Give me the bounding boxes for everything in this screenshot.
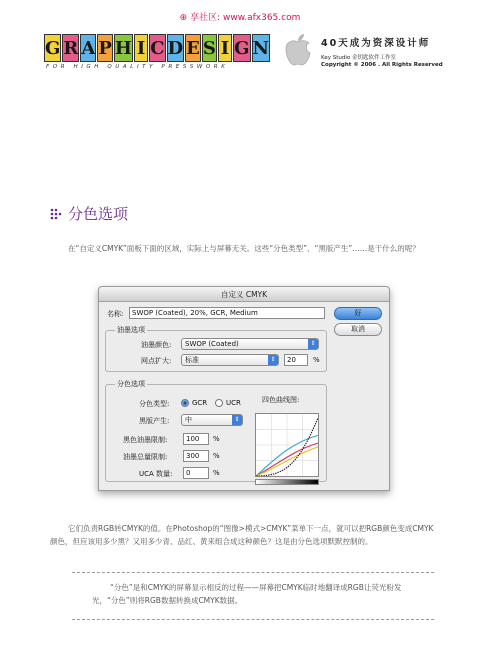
- dots-bullet-icon: [50, 208, 64, 220]
- ucr-label: UCR: [226, 399, 241, 407]
- black-generation-value: 中: [185, 416, 192, 424]
- logo-letter: I: [134, 34, 148, 62]
- intro-paragraph: 在“自定义CMYK”面板下面的区域，实际上与屏幕无关。这些“分色类型”、“黑版产生”……是干什么的呢？: [68, 244, 420, 253]
- brand-studio: Key Studio 金钥匙软件工作室: [321, 55, 396, 61]
- site-name: 享社区:: [190, 13, 221, 23]
- uca-amount-label: UCA 数量:: [139, 470, 173, 478]
- percent-sign: %: [213, 435, 220, 443]
- logo-letter: S: [202, 34, 217, 62]
- brand-title: 40天成为资深设计师: [321, 38, 431, 49]
- black-ink-limit-label: 黑色油墨限制:: [123, 436, 168, 444]
- name-label: 名称:: [107, 310, 124, 318]
- ink-options-label: 油墨选项: [117, 326, 145, 334]
- body-paragraph: 它们负责RGB转CMYK的值。在Photoshop的“图像>模式>CMYK”菜单下一点，就可以把RGB颜色变成CMYK颜色，但应该用多少黑？又用多少青、品红、黄来组合成这种颜色？这是由分色选项默默控制的。: [50, 524, 434, 546]
- select-arrows-icon: ⇕: [268, 355, 278, 365]
- ink-colors-label: 油墨颜色:: [141, 341, 172, 349]
- logo-letter: I: [218, 34, 232, 62]
- name-field[interactable]: SWOP (Coated), 20%, GCR, Medium: [129, 307, 325, 319]
- custom-cmyk-dialog: [98, 286, 390, 491]
- dialog-title: 自定义 CMYK: [99, 287, 389, 302]
- logo-letter: A: [80, 34, 96, 62]
- site-url[interactable]: www.afx365.com: [222, 13, 301, 23]
- cmyk-curves-graph: [255, 413, 319, 477]
- percent-sign: %: [213, 469, 220, 477]
- black-generation-select[interactable]: [181, 414, 243, 426]
- logo-letter: G: [44, 34, 61, 62]
- select-arrows-icon: ⇕: [308, 339, 318, 349]
- note-box: “分色”是和CMYK的屏幕显示相反的过程——屏幕把CMYK临时地翻译成RGB让荧光粉发光，“分色”则将RGB数据转换成CMYK数据。: [72, 572, 434, 620]
- logo-tagline: FOR HIGH QUALITY PRESSWORK: [46, 64, 229, 70]
- gcr-label: GCR: [192, 399, 208, 407]
- site-header-line: [0, 10, 480, 23]
- graphic-design-logo: [44, 34, 270, 62]
- section-title: 分色选项: [68, 205, 129, 223]
- logo-letter: D: [167, 34, 185, 62]
- ink-colors-value: SWOP (Coated): [185, 340, 239, 348]
- ink-colors-select[interactable]: [181, 338, 319, 350]
- cancel-button[interactable]: 取消: [334, 323, 382, 336]
- dot-gain-value: 标准: [185, 356, 199, 364]
- total-ink-limit-label: 油墨总量限制:: [123, 453, 168, 461]
- logo-letter: C: [149, 34, 165, 62]
- curves-graph-label: 四色曲线图:: [262, 396, 300, 404]
- logo-letter: R: [62, 34, 79, 62]
- ucr-radio[interactable]: [215, 399, 223, 407]
- logo-letter: H: [114, 34, 133, 62]
- total-ink-limit-field[interactable]: 300: [183, 450, 209, 462]
- black-generation-label: 黑版产生:: [139, 417, 170, 425]
- gcr-radio[interactable]: [181, 399, 189, 407]
- apple-logo-icon: [283, 33, 313, 67]
- dot-gain-select[interactable]: [181, 354, 279, 366]
- logo-letter: P: [97, 34, 113, 62]
- separation-type-label: 分色类型:: [139, 400, 170, 408]
- separation-options-label: 分色选项: [117, 380, 145, 388]
- percent-sign: %: [313, 356, 320, 364]
- logo-letter: N: [252, 34, 270, 62]
- dot-gain-amount-field[interactable]: 20: [284, 354, 308, 366]
- black-ink-limit-field[interactable]: 100: [183, 433, 209, 445]
- logo-letter: G: [233, 34, 250, 62]
- logo-letter: E: [185, 34, 201, 62]
- uca-amount-field[interactable]: 0: [183, 467, 209, 479]
- gray-gradient-bar: [255, 479, 319, 485]
- select-arrows-icon: ⇕: [232, 415, 242, 425]
- site-mark-icon: ⊕: [179, 13, 188, 23]
- dot-gain-label: 网点扩大:: [141, 357, 172, 365]
- ok-button[interactable]: 好: [334, 307, 382, 320]
- percent-sign: %: [213, 452, 220, 460]
- brand-copyright: Copyright © 2006 . All Rights Reserved: [321, 62, 443, 68]
